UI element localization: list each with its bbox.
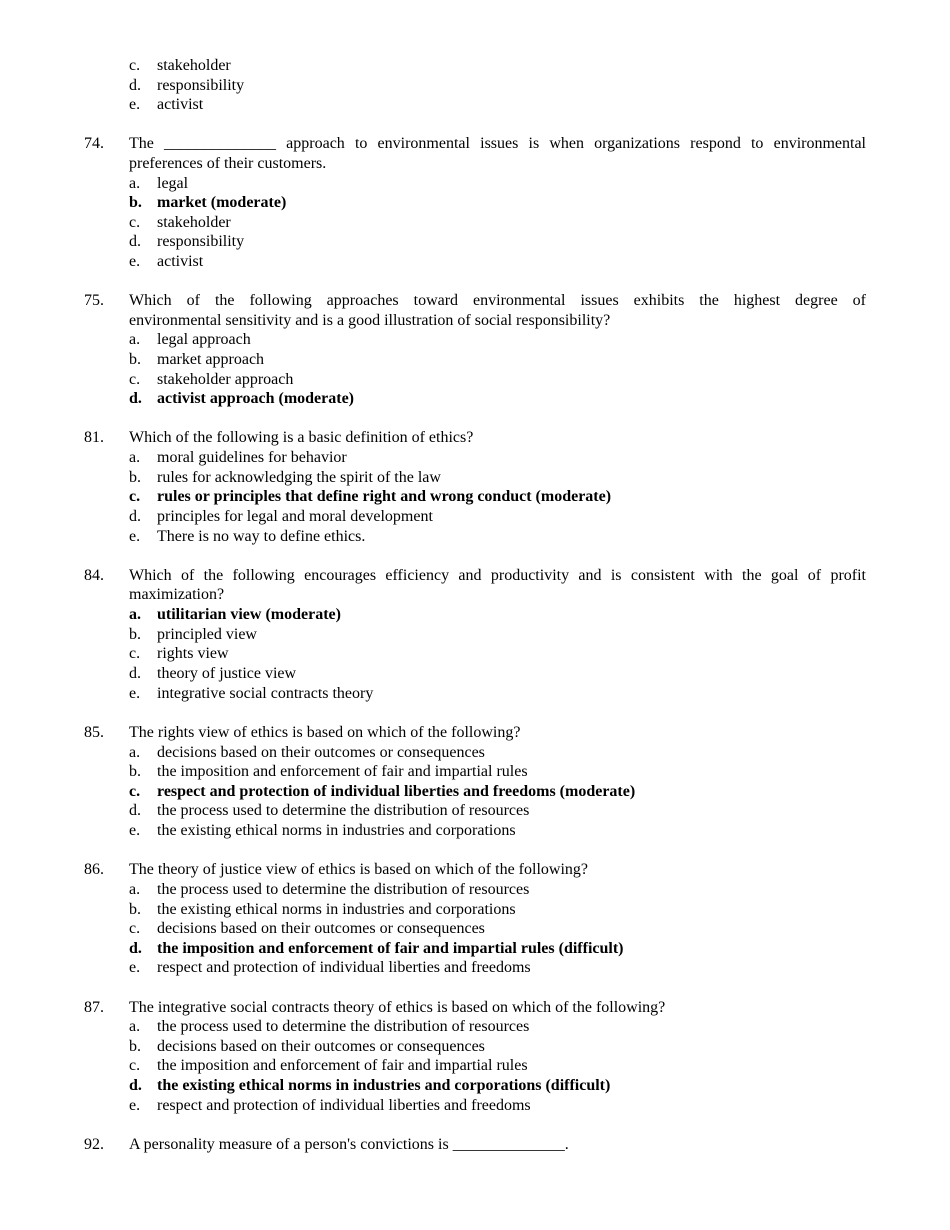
option-text: responsibility [157,233,245,250]
question-stem: preferences of their customers. [129,155,327,172]
option-text: legal approach [157,331,251,348]
correct-option-text: rules or principles that define right and wrong conduct (moderate) [157,488,612,505]
option-text: decisions based on their outcomes or consequences [157,744,485,761]
correct-option-text: market (moderate) [157,194,287,211]
option-letter: a. [129,881,141,898]
option-letter: c. [129,214,141,231]
correct-option-letter: b. [129,194,142,211]
correct-option-letter: a. [129,606,141,623]
option-letter: e. [129,253,141,270]
question-stem: Which of the following encourages efficiency and productivity and is consistent with the goal of profit [129,567,866,584]
option-letter: b. [129,763,141,780]
question-number: 84. [84,567,104,584]
option-letter: d. [129,802,141,819]
question-number: 81. [84,429,104,446]
option-text: the process used to determine the distribution of resources [157,1018,530,1035]
option-text: responsibility [157,77,245,94]
option-text: stakeholder [157,57,231,74]
correct-option-letter: d. [129,1077,142,1094]
option-letter: b. [129,901,141,918]
correct-option-text: activist approach (moderate) [157,390,354,407]
option-letter: d. [129,508,141,525]
option-text: the imposition and enforcement of fair and impartial rules [157,763,528,780]
option-letter: a. [129,1018,141,1035]
option-text: principles for legal and moral development [157,508,433,525]
question-stem: Which of the following approaches toward environmental issues exhibits the highest degree of [129,292,866,309]
question-stem: The rights view of ethics is based on which of the following? [129,724,521,741]
correct-option-letter: c. [129,488,141,505]
option-text: the existing ethical norms in industries and corporations [157,901,516,918]
question-number: 85. [84,724,104,741]
option-text: decisions based on their outcomes or consequences [157,920,485,937]
option-text: the existing ethical norms in industries and corporations [157,822,516,839]
option-text: stakeholder approach [157,371,294,388]
option-letter: c. [129,920,141,937]
question-stem: The integrative social contracts theory of ethics is based on which of the following? [129,999,666,1016]
option-letter: a. [129,449,141,466]
option-text: decisions based on their outcomes or consequences [157,1038,485,1055]
option-letter: c. [129,371,141,388]
option-text: activist [157,96,204,113]
option-text: legal [157,175,189,192]
correct-option-text: respect and protection of individual liberties and freedoms (moderate) [157,783,636,800]
option-letter: b. [129,626,141,643]
correct-option-letter: d. [129,390,142,407]
option-letter: d. [129,665,141,682]
question-number: 92. [84,1136,104,1153]
question-stem: Which of the following is a basic definition of ethics? [129,429,474,446]
option-text: integrative social contracts theory [157,685,374,702]
option-letter: d. [129,77,141,94]
option-letter: b. [129,1038,141,1055]
option-text: activist [157,253,204,270]
correct-option-text: the imposition and enforcement of fair and impartial rules (difficult) [157,940,624,957]
option-text: respect and protection of individual liberties and freedoms [157,959,531,976]
option-letter: a. [129,744,141,761]
question-number: 74. [84,135,104,152]
question-stem: maximization? [129,586,225,603]
option-text: moral guidelines for behavior [157,449,347,466]
correct-option-letter: c. [129,783,141,800]
option-text: theory of justice view [157,665,297,682]
question-stem: The ______________ approach to environmental issues is when organizations respond to environmental [129,135,866,152]
question-number: 87. [84,999,104,1016]
option-text: There is no way to define ethics. [157,528,366,545]
option-text: the process used to determine the distribution of resources [157,802,530,819]
question-number: 75. [84,292,104,309]
correct-option-text: utilitarian view (moderate) [157,606,341,623]
question-stem: The theory of justice view of ethics is based on which of the following? [129,861,588,878]
option-letter: e. [129,685,141,702]
option-text: principled view [157,626,257,643]
option-text: market approach [157,351,265,368]
correct-option-text: the existing ethical norms in industries and corporations (difficult) [157,1077,611,1094]
option-letter: b. [129,469,141,486]
option-text: rights view [157,645,229,662]
question-stem: A personality measure of a person's convictions is ______________. [129,1136,569,1153]
option-letter: b. [129,351,141,368]
option-text: stakeholder [157,214,231,231]
question-number: 86. [84,861,104,878]
option-letter: c. [129,1057,141,1074]
option-text: respect and protection of individual liberties and freedoms [157,1097,531,1114]
option-text: the imposition and enforcement of fair and impartial rules [157,1057,528,1074]
option-letter: a. [129,175,141,192]
option-text: rules for acknowledging the spirit of the law [157,469,441,486]
option-letter: a. [129,331,141,348]
question-stem: environmental sensitivity and is a good illustration of social responsibility? [129,312,611,329]
option-letter: c. [129,57,141,74]
option-letter: e. [129,959,141,976]
option-letter: e. [129,96,141,113]
option-letter: e. [129,528,141,545]
option-letter: e. [129,822,141,839]
option-letter: d. [129,233,141,250]
option-letter: e. [129,1097,141,1114]
option-letter: c. [129,645,141,662]
option-text: the process used to determine the distribution of resources [157,881,530,898]
correct-option-letter: d. [129,940,142,957]
